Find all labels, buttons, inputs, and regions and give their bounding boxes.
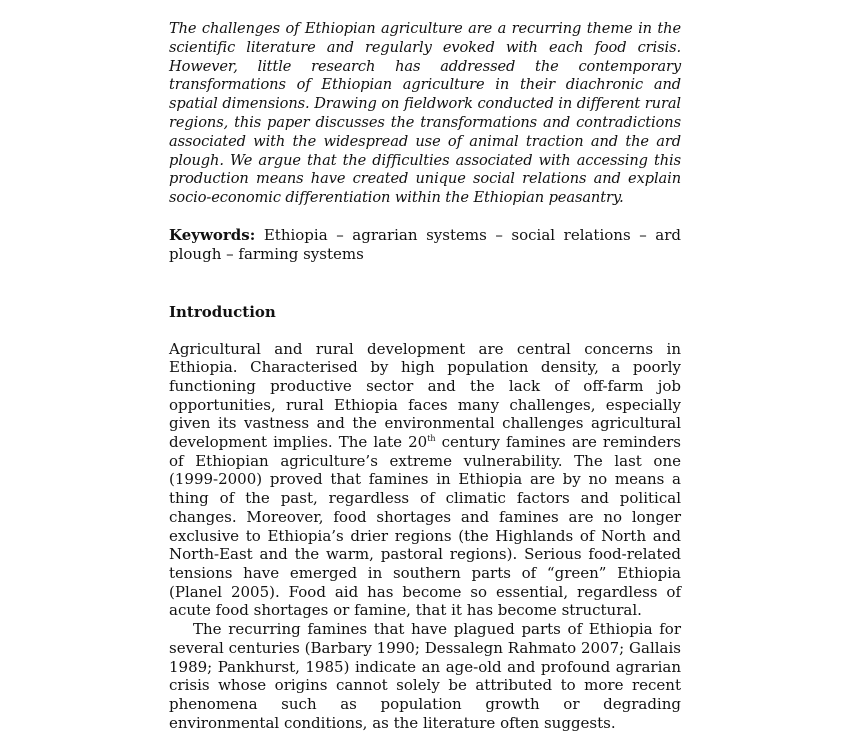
introduction-paragraph-2: The recurring famines that have plagued parts of Ethiopia for several centuries (Barbary 1990; Dessalegn Rahmato 2007; Gallais 1989; Pankhurst, 1985) indicate an age-old and profound agrarian crisis whose origins cannot solely be attributed to more recent phenomena such as population growth or degrading environmental conditions, as the literature often suggests.: [169, 620, 681, 732]
paragraph-1-part-2: century famines are reminders of Ethiopian agriculture’s extreme vulnerability. The last one (1999-2000) proved that famines in Ethiopia are by no means a thing of the past, regardless of climatic factors and political changes. Moreover, food shortages and famines are no longer exclusive to Ethiopia’s drier regions (the Highlands of North and North-East and the warm, pastoral regions). Serious food-related tensions have emerged in southern parts of “green” Ethiopia (Planel 2005). Food aid has become so essential, regardless of acute food shortages or famine, that it has become structural.: [169, 433, 681, 620]
keywords-text: Ethiopia – agrarian systems – social relations – ard plough – farming systems: [169, 225, 681, 263]
paragraph-1-part-1: Agricultural and rural development are central concerns in Ethiopia. Characterised by high population density, a poorly functioning productive sector and the lack of off-farm job opportunities, rural Ethiopia faces many challenges, especially given its vastness and the environmental challenges agricultural development implies. The late 20: [169, 339, 681, 452]
section-title-introduction: Introduction: [169, 302, 276, 321]
paragraph-1-superscript: th: [427, 434, 436, 444]
abstract-paragraph: The challenges of Ethiopian agriculture are a recurring theme in the scientific literature and regularly evoked with each food crisis. However, little research has addressed the contemporary transformations of Ethiopian agriculture in their diachronic and spatial dimensions. Drawing on fieldwork conducted in different rural regions, this paper discusses the transformations and contradictions associated with the widespread use of animal traction and the ard plough. We argue that the difficulties associated with accessing this production means have created unique social relations and explain socio-economic differentiation within the Ethiopian peasantry.: [169, 20, 681, 207]
page-content: [169, 20, 681, 732]
introduction-paragraph-1: [169, 340, 681, 621]
keywords-label: Keywords:: [169, 225, 256, 244]
keywords-line: [169, 226, 681, 264]
